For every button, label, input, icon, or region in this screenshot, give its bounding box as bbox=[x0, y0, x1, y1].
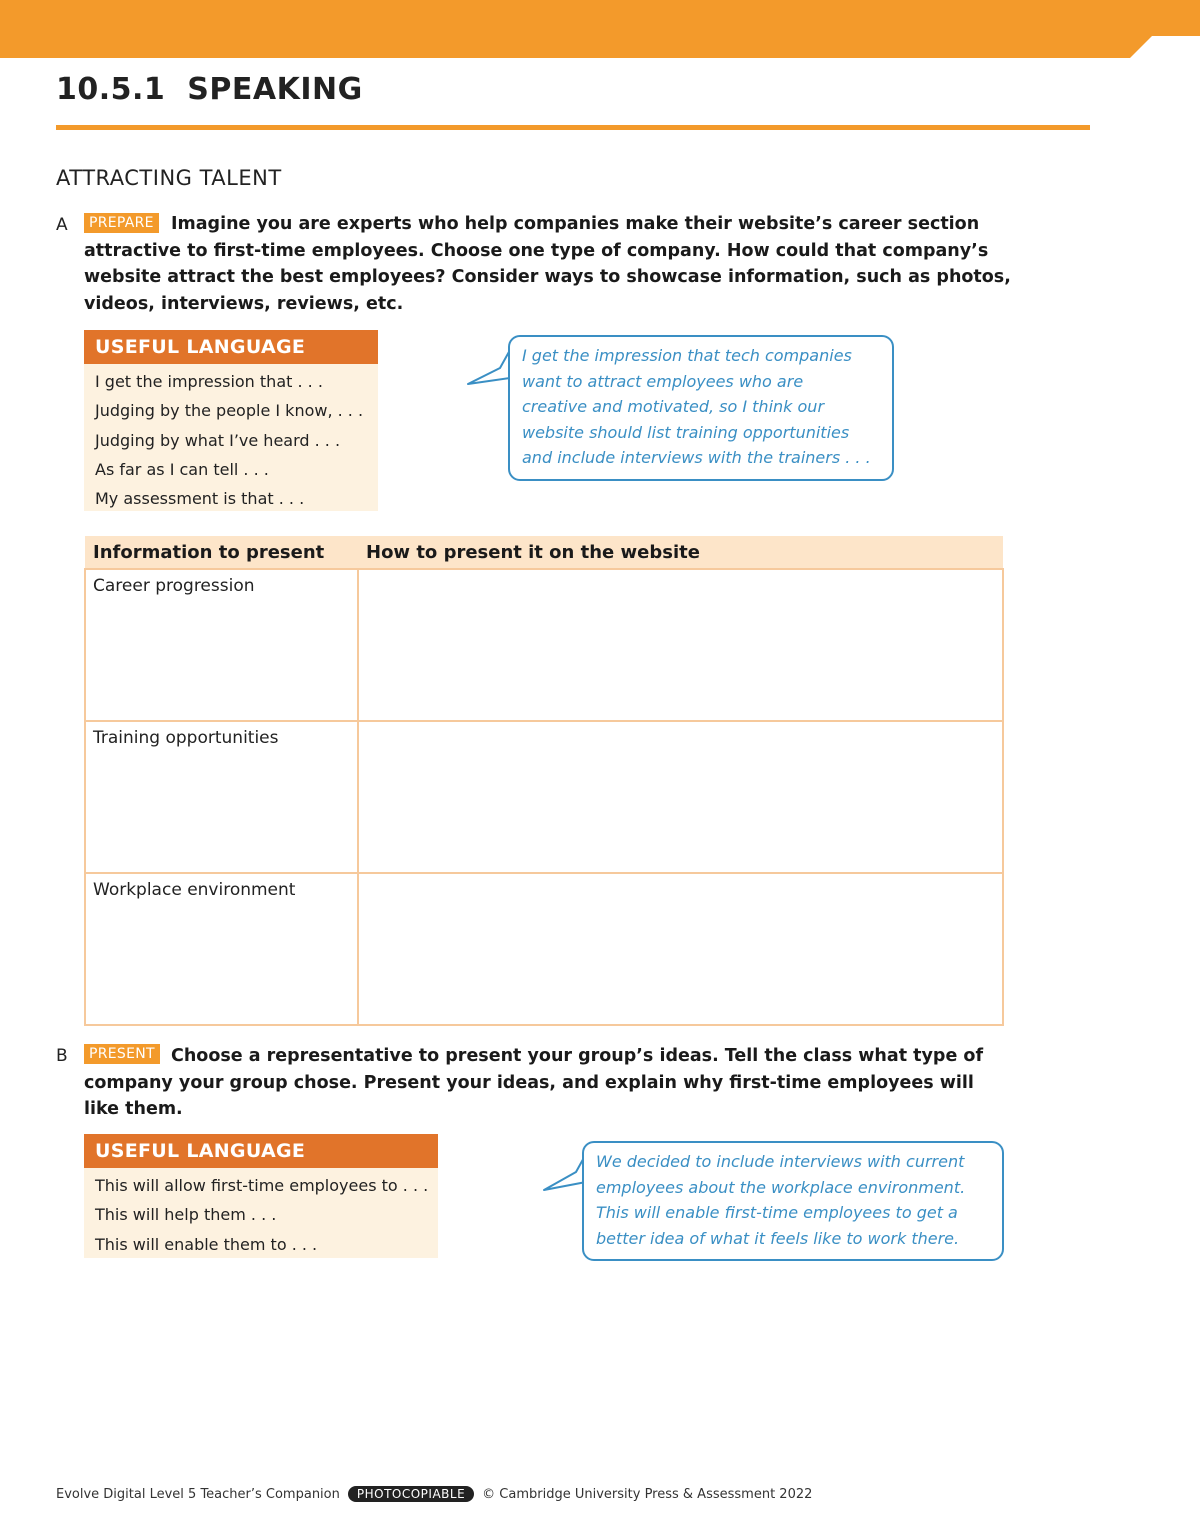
task-a-line: videos, interviews, reviews, etc. bbox=[84, 293, 404, 314]
bubble-line: website should list training opportunities bbox=[522, 422, 850, 442]
speech-bubble-b bbox=[582, 1141, 1004, 1261]
task-b-letter: B bbox=[56, 1046, 68, 1066]
task-a-line: attractive to first-time employees. Choose one type of company. How could that company’s bbox=[84, 240, 989, 261]
speech-bubble-a bbox=[508, 335, 894, 481]
column-header-info: Information to present bbox=[85, 536, 358, 569]
table-row bbox=[85, 569, 1003, 721]
answer-cell[interactable] bbox=[358, 873, 1003, 1025]
speech-bubble-tail bbox=[466, 348, 512, 392]
top-orange-banner bbox=[0, 0, 1200, 58]
useful-language-item: This will enable them to . . . bbox=[95, 1234, 318, 1254]
useful-language-box-b bbox=[84, 1134, 438, 1258]
useful-language-item: Judging by the people I know, . . . bbox=[95, 401, 364, 421]
bubble-line: employees about the workplace environment. bbox=[596, 1177, 966, 1197]
task-b-line: Choose a representative to present your group’s ideas. Tell the class what type of bbox=[171, 1046, 984, 1066]
footer-copyright: © Cambridge University Press & Assessment 2022 bbox=[482, 1486, 813, 1502]
task-a-instructions bbox=[84, 211, 1011, 317]
useful-language-list bbox=[84, 1168, 438, 1259]
column-header-how: How to present it on the website bbox=[358, 536, 1003, 569]
section-subtitle: ATTRACTING TALENT bbox=[56, 166, 282, 190]
section-title: SPEAKING bbox=[187, 72, 363, 107]
useful-language-list bbox=[84, 364, 378, 513]
info-cell: Workplace environment bbox=[85, 873, 358, 1025]
section-number: 10.5.1 bbox=[56, 72, 166, 107]
useful-language-box-a bbox=[84, 330, 378, 511]
useful-language-title: USEFUL LANGUAGE bbox=[84, 330, 378, 364]
bubble-line: better idea of what it feels like to work there. bbox=[596, 1228, 960, 1248]
table-row bbox=[85, 873, 1003, 1025]
information-table bbox=[84, 536, 1004, 1026]
task-a-letter: A bbox=[56, 215, 68, 235]
task-b-line: like them. bbox=[84, 1099, 183, 1119]
task-a-line: website attract the best employees? Consider ways to showcase information, such as photos, bbox=[84, 267, 1011, 287]
answer-cell[interactable] bbox=[358, 721, 1003, 873]
useful-language-item: Judging by what I’ve heard . . . bbox=[95, 430, 341, 450]
task-b-instructions bbox=[84, 1043, 983, 1123]
page-title bbox=[56, 72, 363, 107]
footer-book-title: Evolve Digital Level 5 Teacher’s Companion bbox=[56, 1486, 340, 1502]
bubble-line: This will enable first-time employees to get a bbox=[596, 1203, 958, 1222]
present-badge: PRESENT bbox=[84, 1044, 160, 1064]
bubble-line: want to attract employees who are bbox=[522, 371, 804, 391]
useful-language-item: This will help them . . . bbox=[95, 1205, 277, 1225]
table-row bbox=[85, 721, 1003, 873]
bubble-line: creative and motivated, so I think our bbox=[522, 397, 825, 416]
task-b-line: company your group chose. Present your ideas, and explain why first-time employees will bbox=[84, 1072, 974, 1093]
info-cell: Career progression bbox=[85, 569, 358, 721]
useful-language-item: My assessment is that . . . bbox=[95, 489, 305, 509]
prepare-badge: PREPARE bbox=[84, 213, 159, 233]
table-header-row bbox=[85, 536, 1003, 569]
useful-language-item: As far as I can tell . . . bbox=[95, 459, 269, 479]
task-a-line: Imagine you are experts who help companies make their website’s career section bbox=[171, 214, 980, 234]
useful-language-item: This will allow first-time employees to . . . bbox=[95, 1176, 429, 1195]
title-divider bbox=[56, 125, 1090, 130]
useful-language-item: I get the impression that . . . bbox=[95, 372, 323, 391]
useful-language-title: USEFUL LANGUAGE bbox=[84, 1134, 438, 1168]
answer-cell[interactable] bbox=[358, 569, 1003, 721]
photocopiable-badge: PHOTOCOPIABLE bbox=[348, 1486, 474, 1502]
bubble-line: We decided to include interviews with current bbox=[596, 1152, 965, 1171]
bubble-line: and include interviews with the trainers . . . bbox=[522, 448, 871, 467]
info-cell: Training opportunities bbox=[85, 721, 358, 873]
bubble-line: I get the impression that tech companies bbox=[522, 346, 852, 365]
page-footer bbox=[56, 1486, 812, 1502]
